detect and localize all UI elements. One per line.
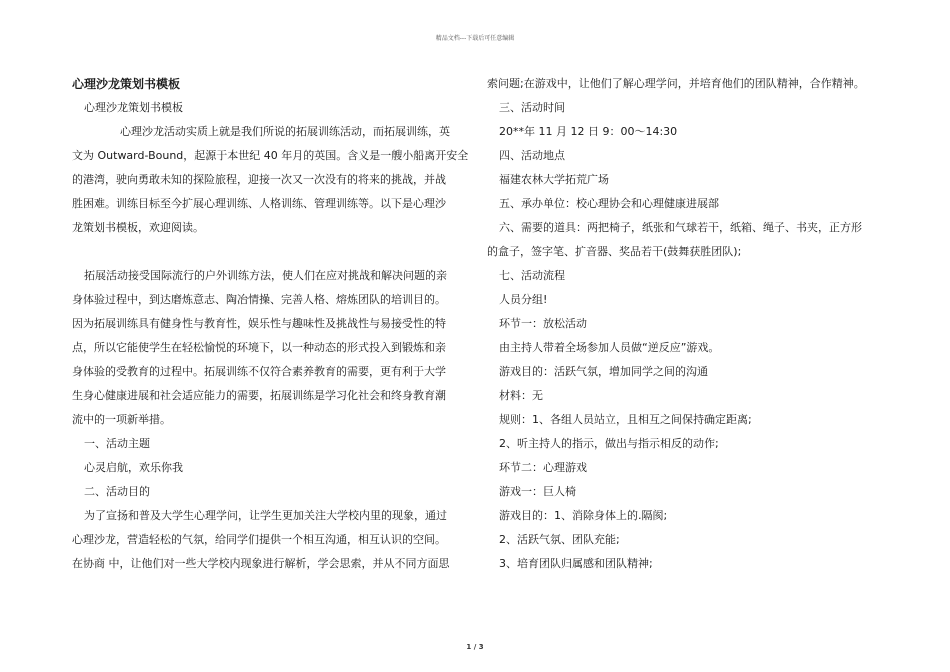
- left-column: [72, 72, 469, 576]
- body-line: 规则：1、各组人员站立，且相互之间保持确定距离;: [499, 413, 752, 426]
- body-line: 人员分组!: [499, 293, 548, 306]
- section-heading: 六、需要的道具：两把椅子，纸张和气球若干，纸箱、绳子、书夹，正方形: [499, 221, 862, 234]
- intro-line: 的港湾，驶向勇敢未知的探险旅程，迎接一次又一次没有的将来的挑战，并战: [72, 173, 446, 186]
- section-heading: 二、活动目的: [84, 485, 150, 498]
- intro-line: 心理沙龙活动实质上就是我们所说的拓展训练活动，而拓展训练，英: [120, 125, 450, 138]
- body-line: 索问题;在游戏中，让他们了解心理学问，并培育他们的团队精神，合作精神。: [487, 77, 865, 90]
- intro-line: 胜困难。训练目标至今扩展心理训练、人格训练、管理训练等。以下是心理沙: [72, 197, 446, 210]
- page-number: 1 / 3: [466, 643, 484, 651]
- section-heading: 三、活动时间: [499, 101, 565, 114]
- page-header-note: 精品文档---下载后可任意编辑: [435, 35, 515, 42]
- body-line: 因为拓展训练具有健身性与教育性，娱乐性与趣味性及挑战性与易接受性的特: [72, 317, 446, 330]
- intro-line: 龙策划书模板，欢迎阅读。: [72, 221, 204, 234]
- intro-line: 文为 Outward-Bound，起源于本世纪 40 年月的英国。含义是一艘小船离开安全: [72, 149, 469, 162]
- body-line: 为了宣扬和普及大学生心理学问，让学生更加关注大学校内里的现象，通过: [84, 509, 447, 522]
- body-line: 拓展活动接受国际流行的户外训练方法，使人们在应对挑战和解决问题的亲: [84, 269, 447, 282]
- paragraph-gap: [72, 240, 450, 264]
- body-line: 流中的一项新举措。: [72, 413, 171, 426]
- body-line: 福建农林大学拓荒广场: [499, 173, 609, 186]
- body-line: 游戏目的：活跃气氛，增加同学之间的沟通: [499, 365, 708, 378]
- document-title: 心理沙龙策划书模板: [72, 77, 181, 91]
- body-line: 身体验的受教育的过程中。拓展训练不仅符合素养教育的需要，更有利于大学: [72, 365, 446, 378]
- body-line: 2、活跃气氛、团队充能;: [499, 533, 620, 546]
- section-heading: 五、承办单位：校心理协会和心理健康进展部: [499, 197, 719, 210]
- body-line: 3、培育团队归属感和团队精神;: [499, 557, 653, 570]
- body-line: 的盒子，签字笔、扩音器、奖品若干(鼓舞获胜团队);: [487, 245, 742, 258]
- body-line: 身体验过程中，到达磨炼意志、陶冶情操、完善人格、熔炼团队的培训目的。: [72, 293, 446, 306]
- body-line: 20**年 11 月 12 日 9：00～14:30: [499, 125, 678, 138]
- body-line: 环节二：心理游戏: [499, 461, 587, 474]
- section-heading: 四、活动地点: [499, 149, 565, 162]
- body-line: 在协商 中，让他们对一些大学校内现象进行解析，学会思索，并从不同方面思: [72, 557, 450, 570]
- document-subtitle: 心理沙龙策划书模板: [84, 101, 183, 114]
- body-line: 材料：无: [499, 389, 543, 402]
- body-line: 游戏一：巨人椅: [499, 485, 576, 498]
- body-line: 2、听主持人的指示，做出与指示相反的动作;: [499, 437, 719, 450]
- section-heading: 一、活动主题: [84, 437, 150, 450]
- right-column: [487, 72, 877, 576]
- section-heading: 七、活动流程: [499, 269, 565, 282]
- body-line: 游戏目的：1、消除身体上的.隔阂;: [499, 509, 668, 522]
- body-line: 环节一：放松活动: [499, 317, 587, 330]
- body-line: 生身心健康进展和社会适应能力的需要，拓展训练是学习化社会和终身教育潮: [72, 389, 446, 402]
- body-line: 由主持人带着全场参加人员做“逆反应”游戏。: [499, 341, 720, 354]
- body-line: 点，所以它能使学生在轻松愉悦的环境下，以一种动态的形式投入到锻炼和亲: [72, 341, 446, 354]
- body-line: 心理沙龙，营造轻松的气氛，给同学们提供一个相互沟通，相互认识的空间。: [72, 533, 446, 546]
- section-body: 心灵启航，欢乐你我: [84, 461, 183, 474]
